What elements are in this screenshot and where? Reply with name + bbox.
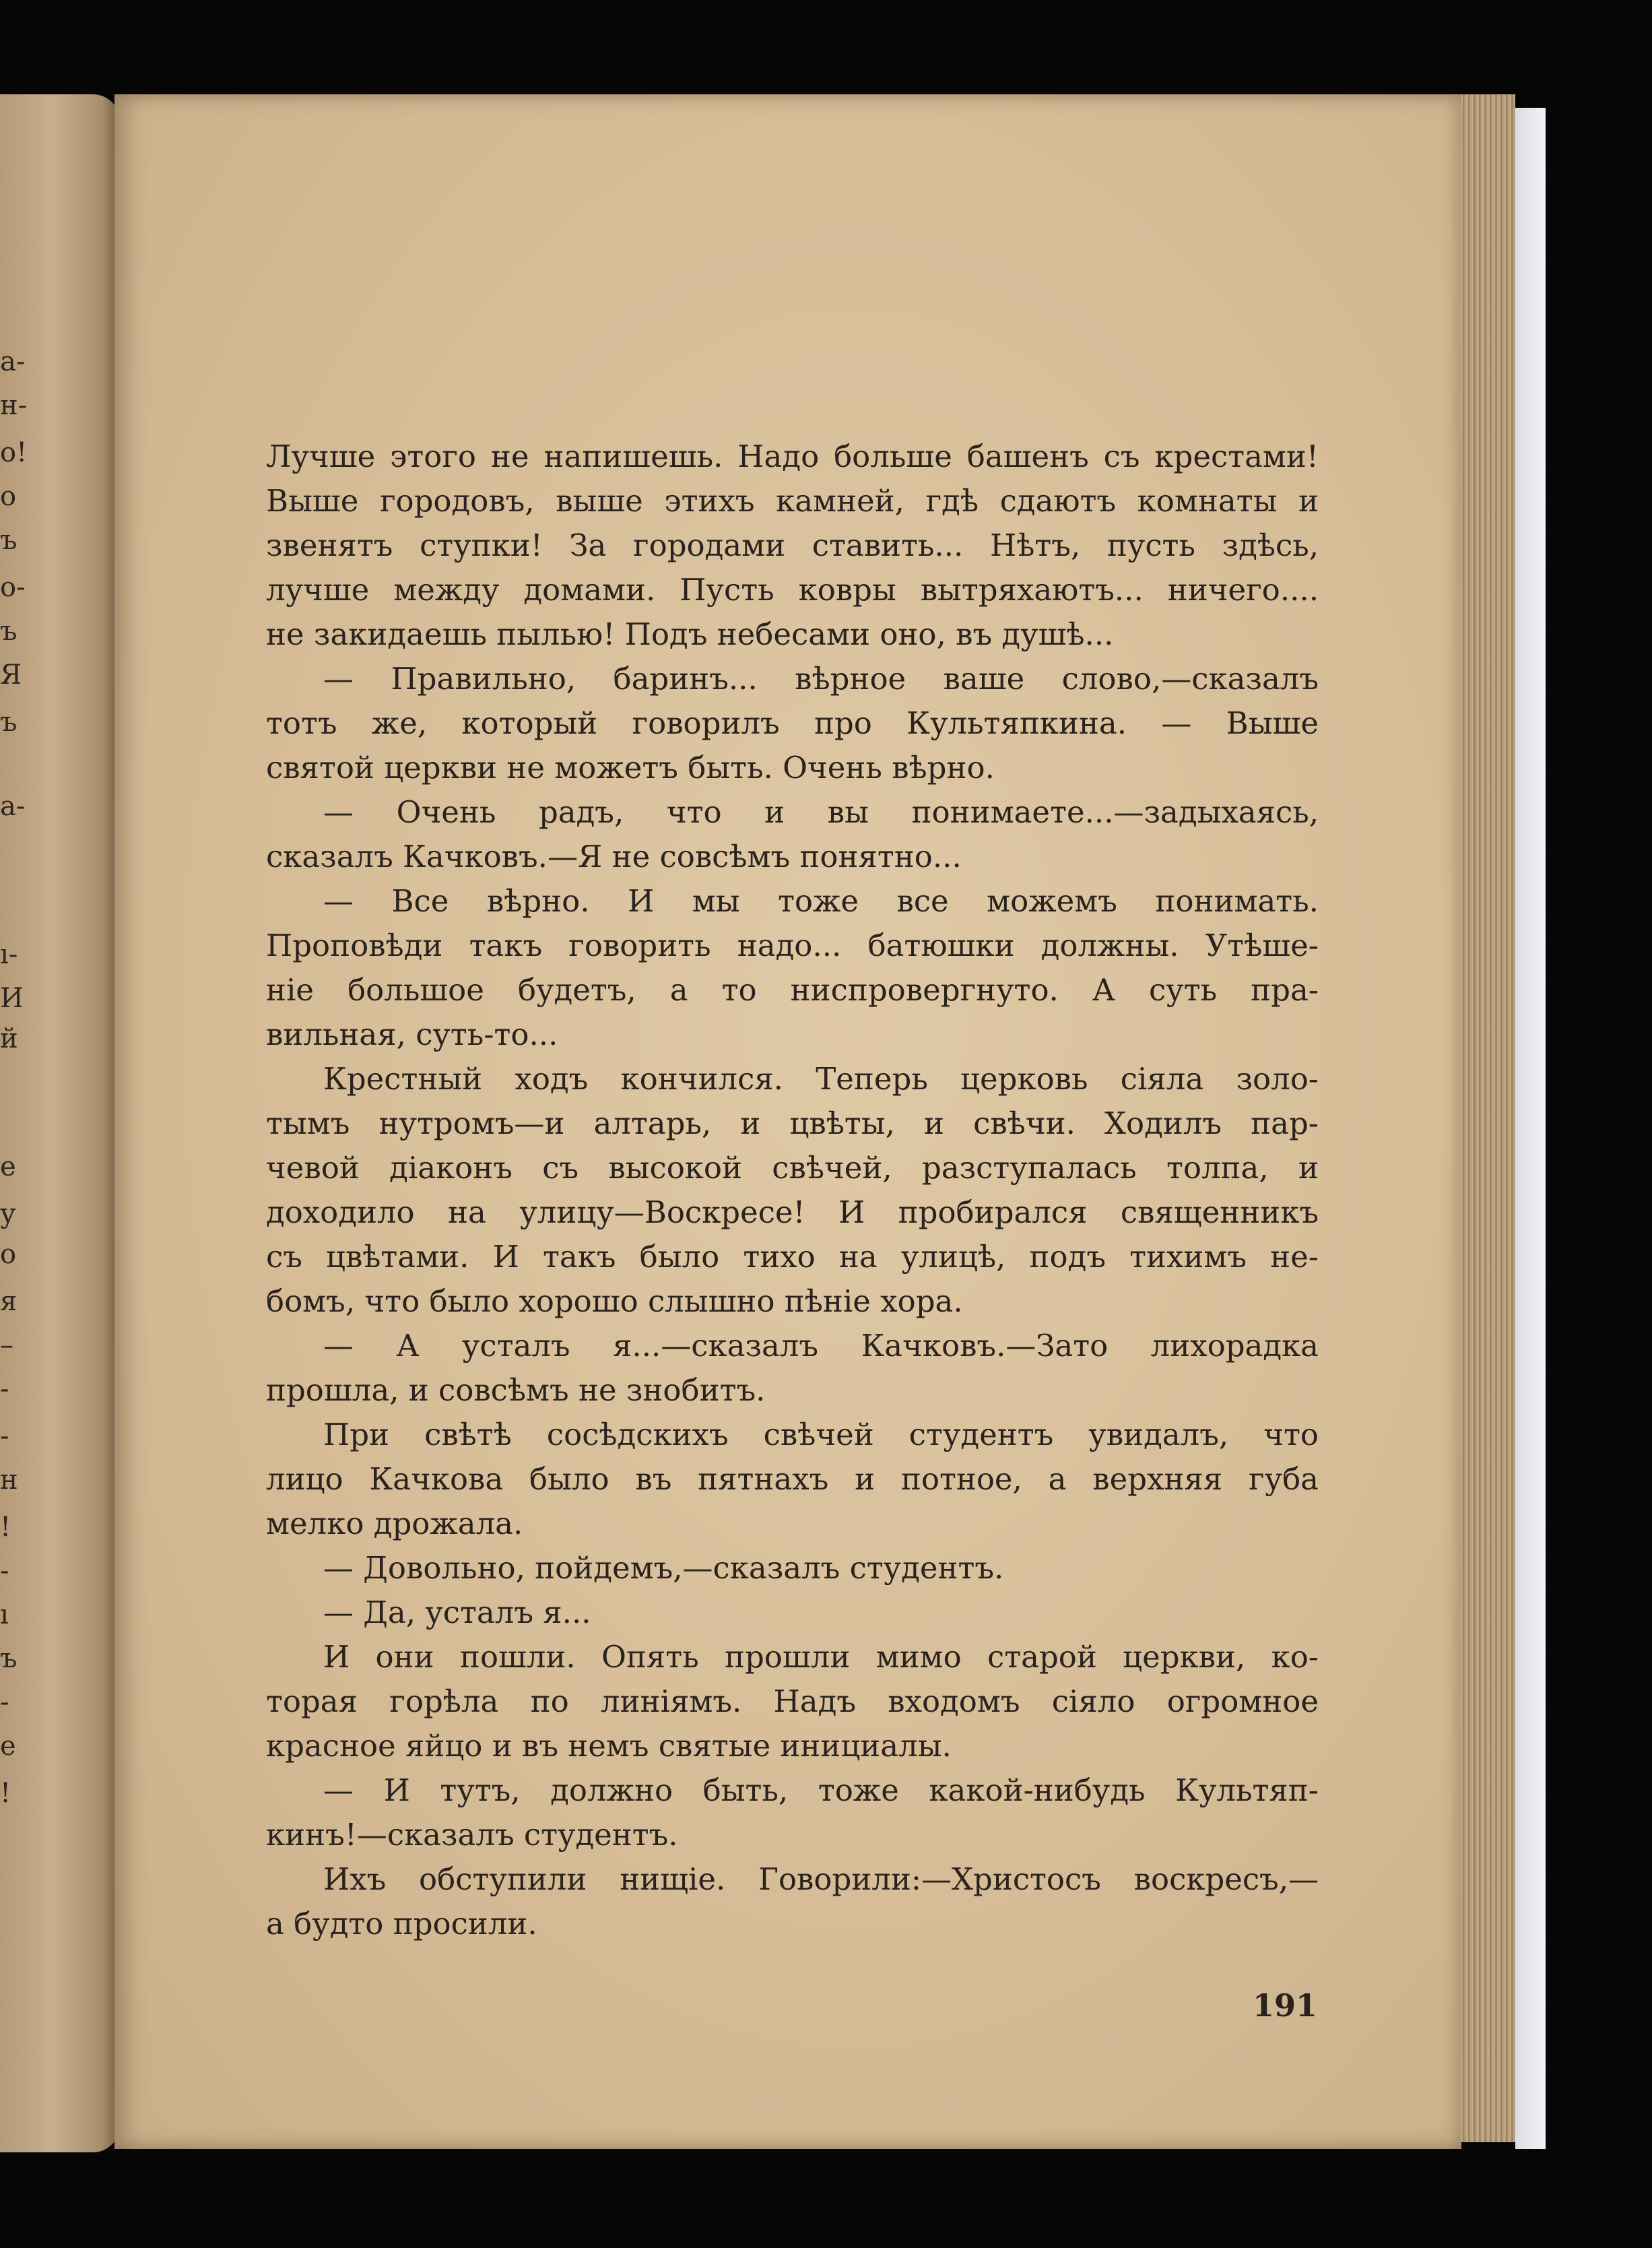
left-page-fragment: - bbox=[0, 1374, 9, 1405]
text-line: — Довольно, пойдемъ,—сказалъ студентъ. bbox=[323, 1550, 1004, 1586]
text-line: Проповѣди такъ говорить надо... батюшки должны. Утѣше- bbox=[266, 928, 1319, 963]
text-line: красное яйцо и въ немъ святые инициалы. bbox=[266, 1728, 952, 1764]
left-page-fragment: ı- bbox=[0, 939, 18, 970]
left-page-fragment: Я bbox=[0, 660, 22, 691]
text-line: — Правильно, баринъ... вѣрное ваше слово,—сказалъ bbox=[323, 661, 1319, 697]
left-page-fragment: й bbox=[0, 1023, 18, 1054]
text-line: чевой діаконъ съ высокой свѣчей, разступалась толпа, и bbox=[266, 1150, 1319, 1186]
text-line: звенятъ ступки! За городами ставить... Нѣтъ, пусть здѣсь, bbox=[266, 527, 1319, 563]
left-page-fragment: а- bbox=[0, 346, 26, 377]
left-page-fragment: я bbox=[0, 1286, 18, 1317]
text-line: ніе большое будетъ, а то ниспровергнуто. А суть пра- bbox=[266, 972, 1319, 1008]
text-line: — И тутъ, должно быть, тоже какой-нибудь Культяп- bbox=[323, 1772, 1319, 1808]
text-line: святой церкви не можетъ быть. Очень вѣрно. bbox=[266, 750, 995, 785]
left-page-fragment: о! bbox=[0, 437, 28, 468]
left-page-fragment: - bbox=[0, 1555, 9, 1586]
left-page-fragment: ъ bbox=[0, 707, 18, 738]
text-line: вильная, суть-то... bbox=[266, 1017, 558, 1052]
left-page-fragment: ! bbox=[0, 1778, 11, 1809]
text-line: И они пошли. Опять прошли мимо старой церкви, ко- bbox=[323, 1639, 1319, 1675]
text-line: торая горѣла по линіямъ. Надъ входомъ сіяло огромное bbox=[266, 1683, 1319, 1719]
left-page-fragment: у bbox=[0, 1198, 16, 1229]
text-line: Лучше этого не напишешь. Надо больше башенъ съ крестами! bbox=[266, 439, 1319, 474]
text-line: съ цвѣтами. И такъ было тихо на улицѣ, подъ тихимъ не- bbox=[266, 1239, 1319, 1275]
text-line: кинъ!—сказалъ студентъ. bbox=[266, 1817, 678, 1853]
text-line: Выше городовъ, выше этихъ камней, гдѣ сдаютъ комнаты и bbox=[266, 483, 1319, 519]
text-line: лицо Качкова было въ пятнахъ и потное, а верхняя губа bbox=[266, 1461, 1319, 1497]
text-line: тымъ нутромъ—и алтарь, и цвѣты, и свѣчи. Ходилъ пар- bbox=[266, 1105, 1319, 1141]
left-page-fragment: ъ bbox=[0, 1643, 18, 1674]
left-page-fragment: ! bbox=[0, 1512, 11, 1543]
left-page-fragment: е bbox=[0, 1731, 16, 1762]
left-page-fragment: ъ bbox=[0, 616, 18, 647]
text-line: сказалъ Качковъ.—Я не совсѣмъ понятно... bbox=[266, 839, 962, 874]
left-page-fragment: е bbox=[0, 1151, 16, 1182]
text-line: — Да, усталъ я... bbox=[323, 1595, 591, 1630]
left-page-fragment: а- bbox=[0, 791, 26, 822]
text-line: тотъ же, который говорилъ про Культяпкина. — Выше bbox=[266, 705, 1319, 741]
left-page-fragment: о bbox=[0, 481, 17, 512]
left-page-fragment: - bbox=[0, 1421, 9, 1452]
left-page-fragment: ı bbox=[0, 1599, 9, 1630]
book-back-cover bbox=[1515, 108, 1546, 2149]
text-line: — Все вѣрно. И мы тоже все можемъ понимать. bbox=[323, 883, 1319, 919]
text-line: Крестный ходъ кончился. Теперь церковь сіяла золо- bbox=[323, 1061, 1319, 1097]
left-page-fragment: - bbox=[0, 1687, 9, 1718]
left-page-fragment: о bbox=[0, 1239, 17, 1270]
text-line: — А усталъ я...—сказалъ Качковъ.—Зато лихорадка bbox=[323, 1328, 1319, 1363]
left-page-fragment: ъ bbox=[0, 525, 18, 556]
text-line: бомъ, что было хорошо слышно пѣніе хора. bbox=[266, 1283, 963, 1319]
page-text bbox=[266, 435, 1319, 1946]
text-line: а будто просили. bbox=[266, 1906, 537, 1941]
left-page-fragment: – bbox=[0, 1330, 13, 1361]
text-line: При свѣтѣ сосѣдскихъ свѣчей студентъ увидалъ, что bbox=[323, 1417, 1319, 1452]
text-line: — Очень радъ, что и вы понимаете...—задыхаясь, bbox=[323, 794, 1319, 830]
text-line: Ихъ обступили нищіе. Говорили:—Христосъ воскресъ,— bbox=[323, 1861, 1319, 1897]
text-line: лучше между домами. Пусть ковры вытряхаютъ... ничего.... bbox=[266, 572, 1319, 608]
text-line: доходило на улицу—Воскресе! И пробирался священникъ bbox=[266, 1194, 1319, 1230]
text-line: мелко дрожала. bbox=[266, 1506, 523, 1541]
left-page-fragment: н bbox=[0, 1465, 18, 1496]
left-page-fragment: И bbox=[0, 983, 24, 1014]
text-line: не закидаешь пылью! Подъ небесами оно, въ душѣ... bbox=[266, 616, 1114, 652]
left-page-fragment: н- bbox=[0, 390, 28, 421]
right-page bbox=[114, 94, 1461, 2149]
page-number: 191 bbox=[1253, 1987, 1318, 2024]
left-page-fragment: о- bbox=[0, 572, 26, 603]
page-stack-edge bbox=[1455, 94, 1515, 2142]
text-line: прошла, и совсѣмъ не знобитъ. bbox=[266, 1372, 766, 1408]
